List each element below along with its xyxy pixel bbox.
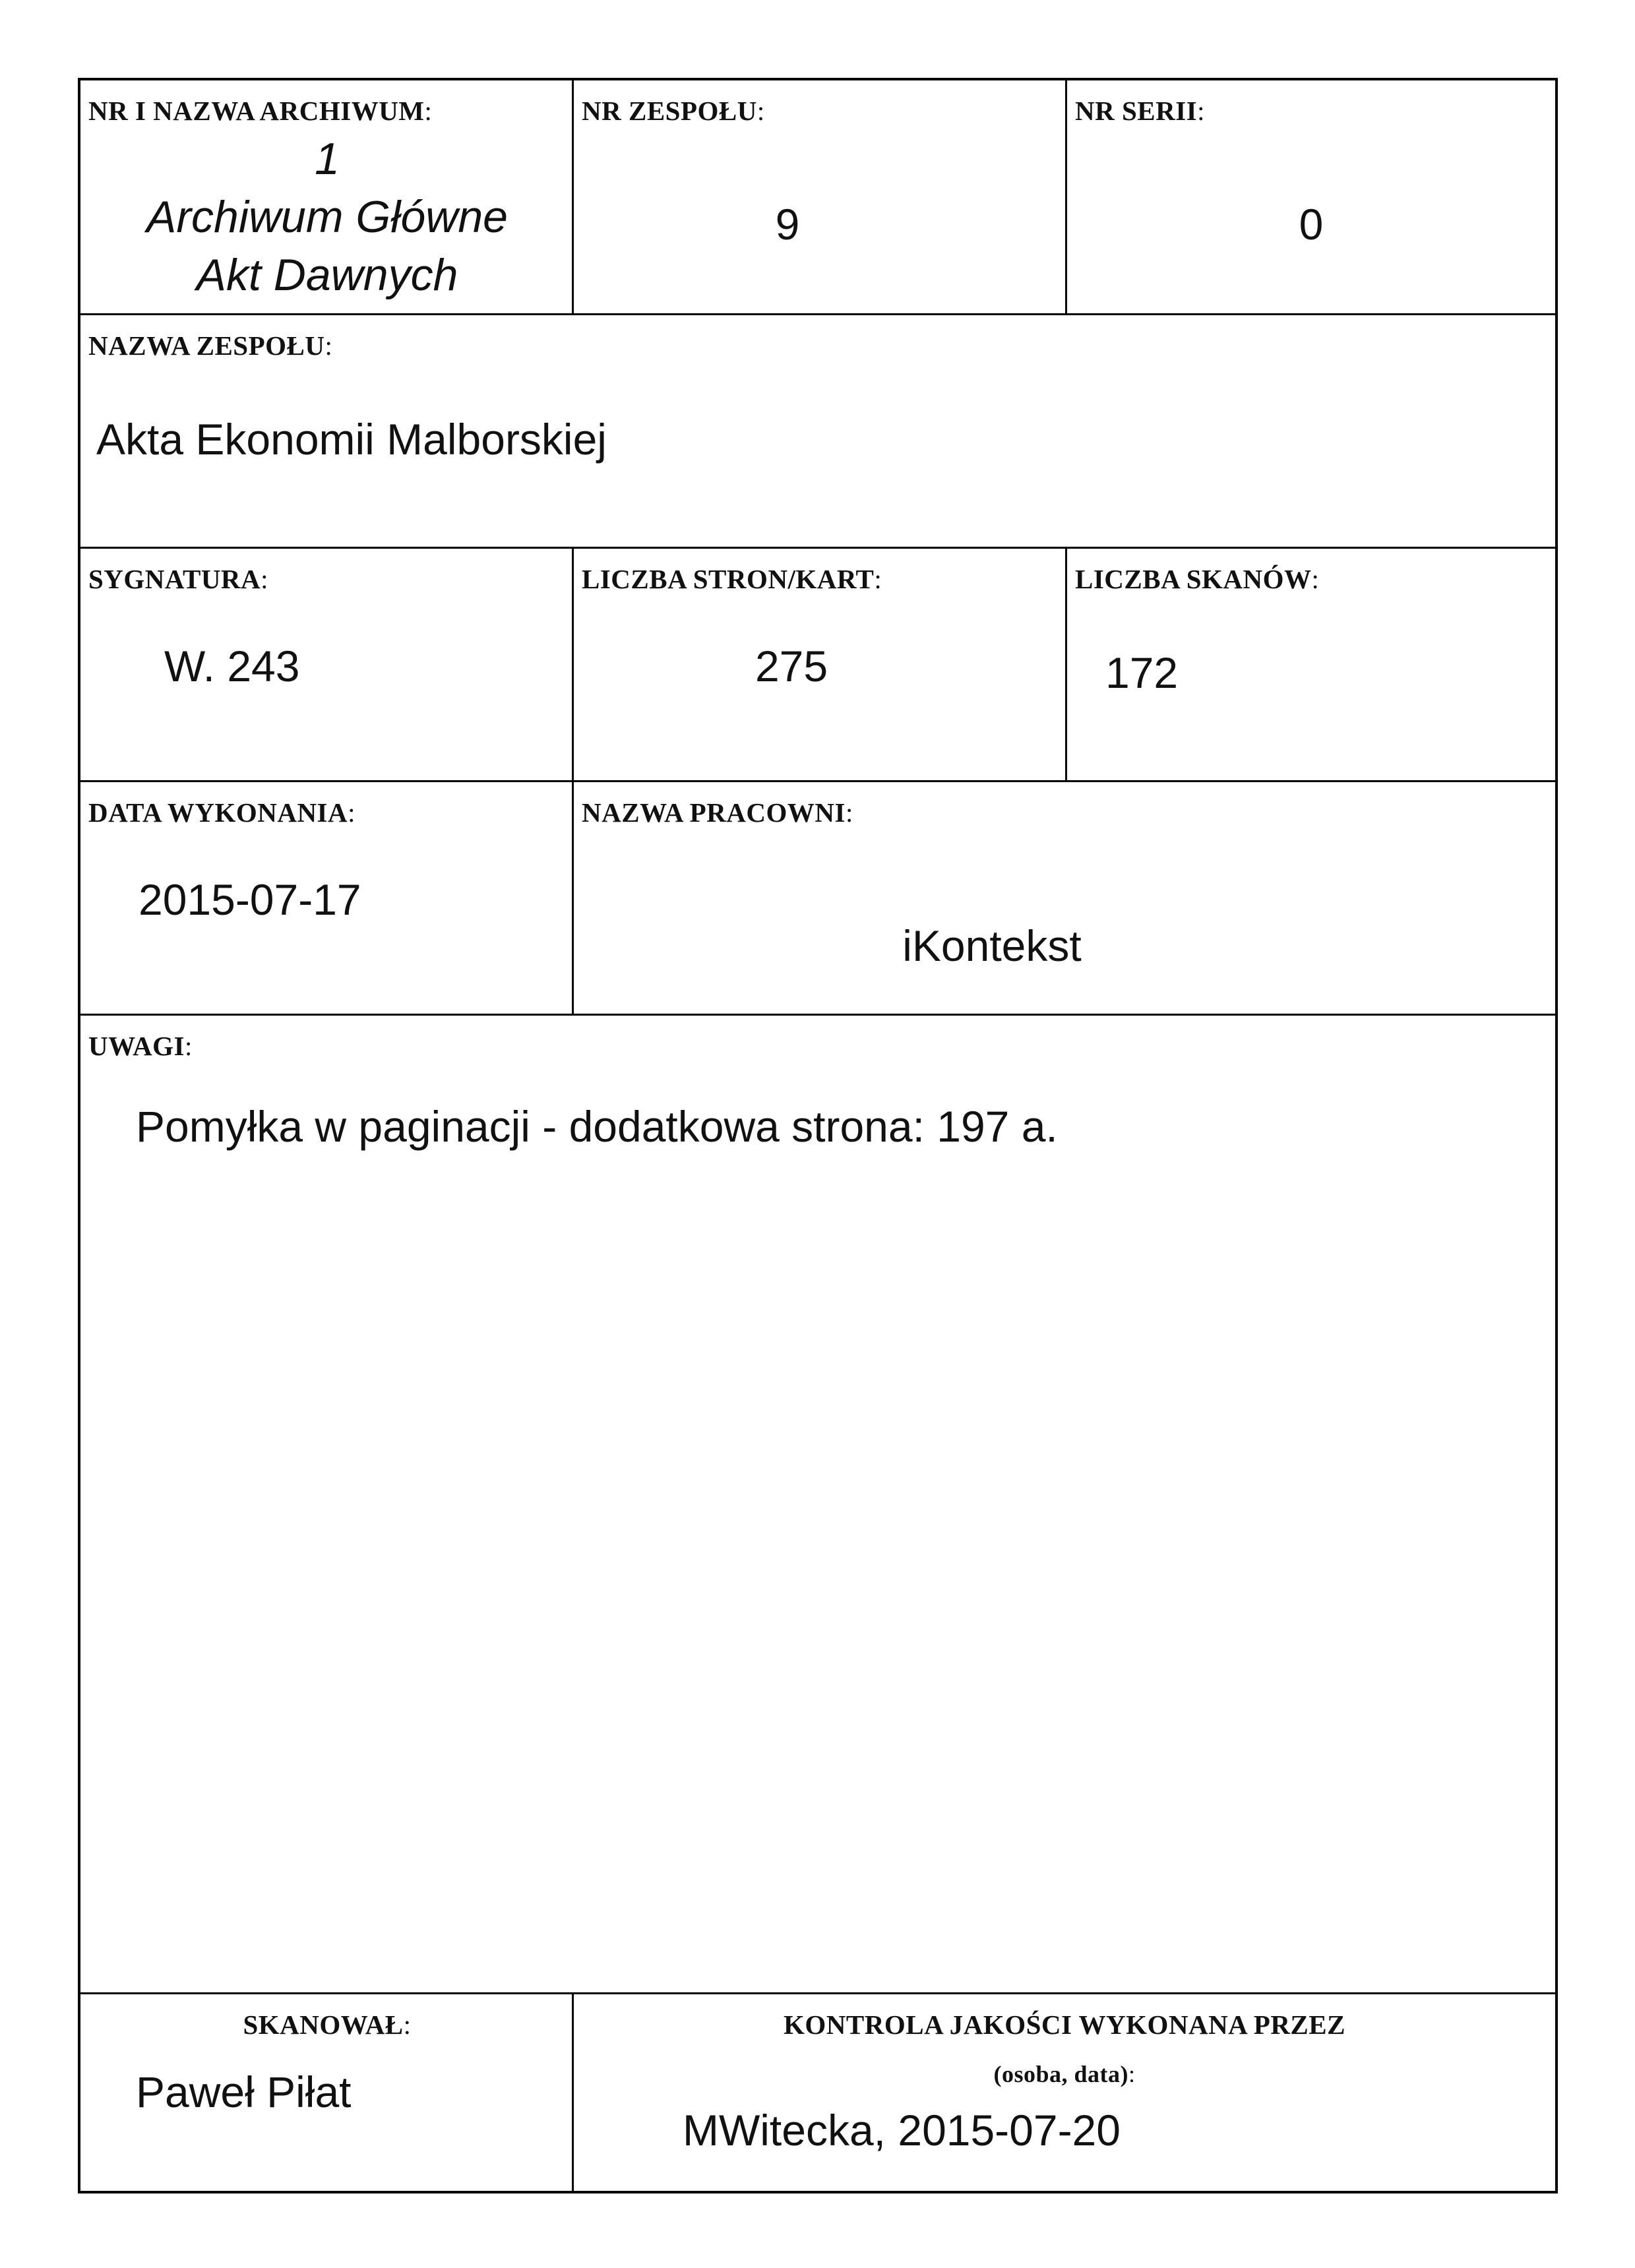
fonds-name-cell [80,315,1555,549]
quality-control-sublabel-text: (osoba, data) [993,2061,1128,2087]
fonds-number-label-text: NR ZESPOŁU [582,96,757,126]
archive-label-text: NR I NAZWA ARCHIWUM [88,96,425,126]
scans-count-label [1075,563,1319,595]
series-number-label [1075,95,1205,127]
fonds-number-label [582,95,765,127]
fonds-name-label-text: NAZWA ZESPOŁU [88,330,325,361]
quality-control-value: MWitecka, 2015-07-20 [683,2106,1121,2155]
colon: : [756,96,765,126]
series-number-label-text: NR SERII [1075,96,1198,126]
fonds-name-value: Akta Ekonomii Malborskiej [96,415,607,464]
scans-count-label-text: LICZBA SKANÓW [1075,564,1312,594]
series-number-value: 0 [1299,200,1324,249]
notes-label-text: UWAGI [88,1031,185,1061]
fonds-name-label [88,330,332,361]
notes-cell [80,1016,1555,1994]
signature-value: W. 243 [164,642,300,690]
archive-cell [80,80,574,315]
workshop-value: iKontekst [902,921,1082,970]
colon: : [348,797,356,828]
pages-count-cell [574,549,1067,782]
colon: : [324,330,333,361]
workshop-cell [574,782,1555,1016]
workshop-label [582,797,853,828]
archive-label [88,95,432,127]
scans-count-cell [1067,549,1555,782]
pages-count-value: 275 [755,642,828,690]
colon: : [1197,96,1206,126]
colon: : [261,564,269,594]
date-done-cell [80,782,574,1016]
scanned-by-label [80,2009,574,2040]
signature-label-text: SYGNATURA [88,564,261,594]
workshop-label-text: NAZWA PRACOWNI [582,797,846,828]
colon: : [403,2009,412,2040]
colon: : [424,96,433,126]
archive-name-line1: Archiwum Główne [146,192,508,242]
archive-number: 1 [315,134,340,184]
signature-label [88,563,268,595]
series-number-cell [1067,80,1555,315]
colon: : [1311,564,1320,594]
scanned-by-cell [80,1994,574,2191]
date-done-label-text: DATA WYKONANIA [88,797,348,828]
quality-control-cell [574,1994,1555,2191]
fonds-number-value: 9 [775,200,800,249]
colon: : [1128,2061,1136,2087]
date-done-value: 2015-07-17 [139,875,361,924]
signature-cell [80,549,574,782]
notes-label [88,1030,193,1062]
pages-count-label [582,563,882,595]
scanned-by-label-text: SKANOWAŁ [243,2009,404,2040]
notes-value: Pomyłka w paginacji - dodatkowa strona: 197 a. [136,1102,1058,1151]
colon: : [874,564,882,594]
date-done-label [88,797,355,828]
scans-count-value: 172 [1105,648,1179,697]
quality-control-sublabel [574,2060,1555,2088]
archive-name-line2: Akt Dawnych [196,250,458,300]
pages-count-label-text: LICZBA STRON/KART [582,564,875,594]
quality-control-label: KONTROLA JAKOŚCI WYKONANA PRZEZ [784,2009,1345,2040]
fonds-number-cell [574,80,1067,315]
colon: : [185,1031,193,1061]
colon: : [845,797,853,828]
scanned-by-value: Paweł Piłat [136,2068,352,2116]
metadata-form [78,78,1558,2193]
